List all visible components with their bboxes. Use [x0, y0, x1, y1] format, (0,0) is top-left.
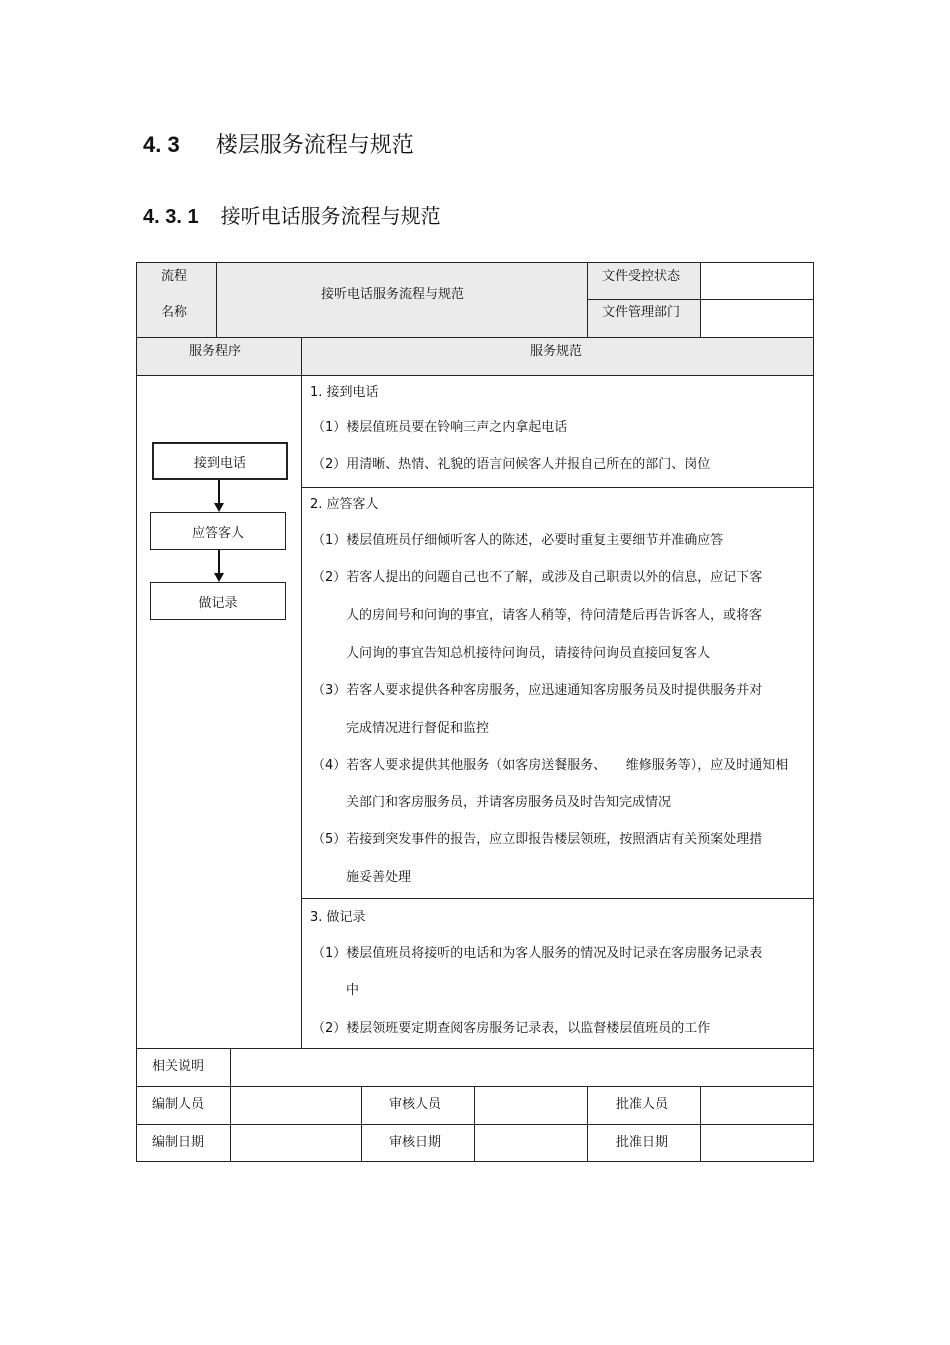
standard-line: （1）楼层值班员将接听的电话和为客人服务的情况及时记录在客房服务记录表 [312, 946, 763, 961]
standard-line: 施妥善处理 [346, 870, 412, 885]
reviewed-by-label: 审核人员 [389, 1097, 442, 1112]
section-title: 3. 做记录 [310, 910, 366, 925]
standard-line: 人的房间号和问询的事宜，请客人稍等，待问清楚后再告诉客人，或将客 [346, 608, 763, 623]
standard-line: （1）楼层值班员要在铃响三声之内拿起电话 [312, 420, 568, 435]
standard-header: 服务规范 [530, 344, 583, 359]
flow-arrowhead [214, 573, 224, 582]
standard-line: （4）若客人要求提供其他服务（如客房送餐服务、 维修服务等），应及时通知相 [312, 758, 789, 773]
related-notes-label: 相关说明 [152, 1059, 205, 1074]
standard-line: （2）楼层领班要定期查阅客房服务记录表，以监督楼层值班员的工作 [312, 1021, 711, 1036]
process-name-value: 接听电话服务流程与规范 [321, 287, 465, 302]
section-title: 1. 接到电话 [310, 385, 379, 400]
standard-line: （3）若客人要求提供各种客房服务，应迅速通知客房服务员及时提供服务并对 [312, 683, 763, 698]
reviewed-date-label: 审核日期 [389, 1135, 442, 1150]
flow-arrowhead [214, 503, 224, 512]
prepared-by-label: 编制人员 [152, 1097, 205, 1112]
standard-line: 完成情况进行督促和监控 [346, 721, 490, 736]
standard-line: 人问询的事宜告知总机接待问询员，请接待问询员直接回复客人 [346, 646, 711, 661]
flow-step-receive-call: 接到电话 [152, 442, 288, 480]
subsection-heading [143, 200, 441, 229]
standard-line: （5）若接到突发事件的报告，应立即报告楼层领班，按照酒店有关预案处理措 [312, 832, 763, 847]
prepared-date-label: 编制日期 [152, 1135, 205, 1150]
standard-line: （1）楼层值班员仔细倾听客人的陈述，必要时重复主要细节并准确应答 [312, 533, 724, 548]
section-number: 4. 3 [143, 132, 180, 157]
process-name-label-line2: 名称 [161, 305, 188, 320]
standard-line: （2）用清晰、热情、礼貌的语言问候客人并报自己所在的部门、岗位 [312, 457, 711, 472]
approved-date-label: 批准日期 [616, 1135, 669, 1150]
flow-arrow [218, 480, 220, 503]
doc-control-status-label: 文件受控状态 [602, 269, 681, 284]
standard-line: 中 [346, 983, 360, 998]
section-title: 楼层服务流程与规范 [215, 133, 414, 158]
subsection-number: 4. 3. 1 [143, 206, 199, 228]
doc-dept-label: 文件管理部门 [602, 305, 681, 320]
flow-arrow [218, 550, 220, 573]
flow-step-record: 做记录 [150, 582, 286, 620]
procedure-header: 服务程序 [189, 344, 242, 359]
section-title: 2. 应答客人 [310, 497, 379, 512]
standard-line: （2）若客人提出的问题自己也不了解，或涉及自己职责以外的信息，应记下客 [312, 570, 763, 585]
subsection-title: 接听电话服务流程与规范 [220, 204, 441, 228]
process-name-label-line1: 流程 [161, 269, 188, 284]
section-heading [143, 128, 414, 159]
flow-step-answer-guest: 应答客人 [150, 512, 286, 550]
standard-line: 关部门和客房服务员，并请客房服务员及时告知完成情况 [346, 795, 672, 810]
approved-by-label: 批准人员 [616, 1097, 669, 1112]
